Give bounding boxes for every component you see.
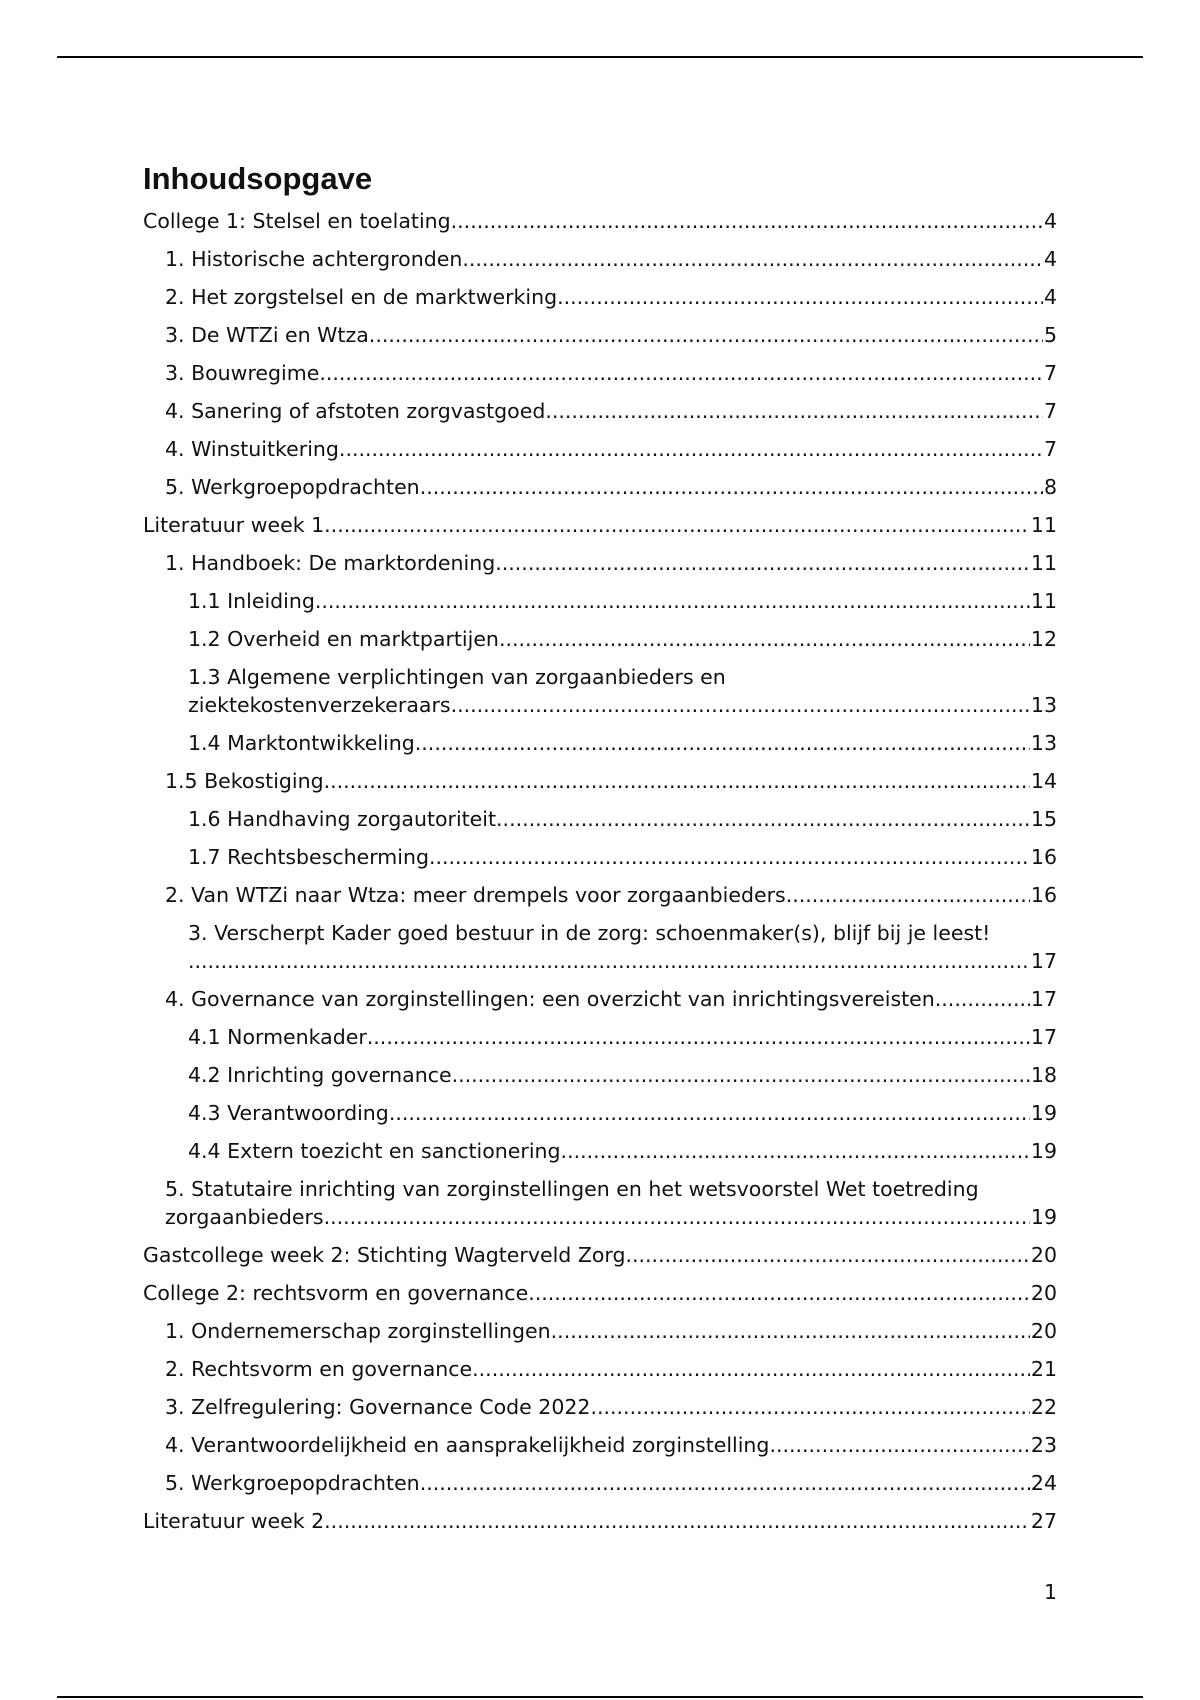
toc-entry-row xyxy=(165,1317,1057,1345)
toc-page-number: 13 xyxy=(1030,693,1057,717)
toc-dot-leader xyxy=(590,1393,1029,1421)
toc-entry-text: zorgaanbieders xyxy=(165,1205,324,1229)
toc-dot-leader xyxy=(369,321,1043,349)
toc-entry-text: 1.5 Bekostiging xyxy=(165,769,324,793)
toc-entry[interactable] xyxy=(143,587,1057,615)
toc-page-number: 17 xyxy=(1030,1025,1057,1049)
toc-dot-leader xyxy=(499,625,1030,653)
toc-entry-text: 1.7 Rechtsbescherming xyxy=(188,845,429,869)
toc-entry[interactable] xyxy=(143,767,1057,795)
toc-entry-row xyxy=(143,1507,1057,1535)
toc-entry[interactable] xyxy=(143,1023,1057,1051)
toc-page-number: 19 xyxy=(1030,1139,1057,1163)
toc-entry[interactable] xyxy=(143,207,1057,235)
toc-page-number: 11 xyxy=(1030,589,1057,613)
toc-entry[interactable] xyxy=(143,549,1057,577)
toc-dot-leader xyxy=(545,397,1043,425)
toc-page-number: 20 xyxy=(1030,1319,1057,1343)
toc-entry-row xyxy=(143,1241,1057,1269)
toc-entry[interactable] xyxy=(143,843,1057,871)
toc-entry[interactable] xyxy=(143,511,1057,539)
toc-page-number: 11 xyxy=(1030,513,1057,537)
toc-entry-row xyxy=(165,1393,1057,1421)
toc-page-number: 15 xyxy=(1030,807,1057,831)
toc-entry[interactable] xyxy=(143,881,1057,909)
toc-entry-row xyxy=(188,691,1057,719)
toc-entry[interactable] xyxy=(143,1175,1057,1231)
toc-entry-text: 1. Ondernemerschap zorginstellingen xyxy=(165,1319,551,1343)
toc-entry-text: College 1: Stelsel en toelating xyxy=(143,209,451,233)
toc-entry[interactable] xyxy=(143,1355,1057,1383)
toc-entry-row xyxy=(188,1023,1057,1051)
toc-dot-leader xyxy=(415,729,1030,757)
toc-entry-text: 3. Zelfregulering: Governance Code 2022 xyxy=(165,1395,591,1419)
toc-entry-text: 3. Bouwregime xyxy=(165,361,320,385)
header-rule xyxy=(57,56,1143,58)
toc-entry-text-line1: 5. Statutaire inrichting van zorginstellingen en het wetsvoorstel Wet toetreding xyxy=(165,1177,979,1201)
toc-entry-row xyxy=(143,511,1057,539)
toc-page-number: 19 xyxy=(1030,1101,1057,1125)
toc-dot-leader xyxy=(496,805,1030,833)
toc-entry[interactable] xyxy=(143,1241,1057,1269)
toc-entry-row xyxy=(143,1279,1057,1307)
toc-entry-row xyxy=(188,625,1057,653)
toc-entry-text: Literatuur week 2 xyxy=(143,1509,325,1533)
toc-dot-leader xyxy=(625,1241,1029,1269)
toc-dot-leader xyxy=(528,1279,1030,1307)
toc-entry-text: 4.3 Verantwoording xyxy=(188,1101,389,1125)
toc-entry-row xyxy=(188,1099,1057,1127)
toc-entry[interactable] xyxy=(143,435,1057,463)
toc-dot-leader xyxy=(495,549,1030,577)
toc-entry-row xyxy=(188,729,1057,757)
toc-entry-row xyxy=(165,245,1057,273)
toc-dot-leader xyxy=(324,1203,1030,1231)
toc-entry-text: 2. Rechtsvorm en governance xyxy=(165,1357,473,1381)
toc-entry-text: 1.6 Handhaving zorgautoriteit xyxy=(188,807,497,831)
toc-page-number: 20 xyxy=(1030,1281,1057,1305)
toc-entry-row xyxy=(165,881,1057,909)
toc-page-number: 7 xyxy=(1043,399,1057,423)
toc-entry-text: 3. De WTZi en Wtza xyxy=(165,323,369,347)
toc-entry[interactable] xyxy=(143,1469,1057,1497)
toc-entry-row xyxy=(165,1355,1057,1383)
toc-dot-leader xyxy=(188,947,1030,975)
toc-page-number: 23 xyxy=(1030,1433,1057,1457)
toc-dot-leader xyxy=(452,1061,1030,1089)
toc-dot-leader xyxy=(786,881,1030,909)
toc-dot-leader xyxy=(315,587,1030,615)
toc-dot-leader xyxy=(429,843,1030,871)
toc-dot-leader xyxy=(462,245,1043,273)
toc-page-number: 14 xyxy=(1030,769,1057,793)
toc-entry-text: 2. Van WTZi naar Wtza: meer drempels voor zorgaanbieders xyxy=(165,883,786,907)
toc-entry-text: 4.2 Inrichting governance xyxy=(188,1063,452,1087)
toc-dot-leader xyxy=(561,1137,1030,1165)
toc-page-number: 17 xyxy=(1030,949,1057,973)
toc-dot-leader xyxy=(557,283,1043,311)
toc-entry[interactable] xyxy=(143,1317,1057,1345)
toc-entry-text: 4. Governance van zorginstellingen: een overzicht van inrichtingsvereisten xyxy=(165,987,935,1011)
toc-page-number: 21 xyxy=(1030,1357,1057,1381)
toc-page-number: 19 xyxy=(1030,1205,1057,1229)
toc-entry-row xyxy=(165,473,1057,501)
toc-entry-row xyxy=(165,435,1057,463)
toc-entry-text: College 2: rechtsvorm en governance xyxy=(143,1281,529,1305)
toc-entry[interactable] xyxy=(143,729,1057,757)
toc-dot-leader xyxy=(451,691,1030,719)
toc-page-number: 12 xyxy=(1030,627,1057,651)
toc-entry-row xyxy=(165,321,1057,349)
toc-heading: Inhoudsopgave xyxy=(143,161,373,196)
toc-entry[interactable] xyxy=(143,663,1057,719)
toc-page-number: 13 xyxy=(1030,731,1057,755)
toc-entry-text: 5. Werkgroepopdrachten xyxy=(165,475,420,499)
toc-entry-text: Literatuur week 1 xyxy=(143,513,325,537)
toc-dot-leader xyxy=(324,767,1030,795)
toc-dot-leader xyxy=(451,207,1043,235)
toc-entry[interactable] xyxy=(143,625,1057,653)
toc-page-number: 11 xyxy=(1030,551,1057,575)
toc-entry-text: 1. Historische achtergronden xyxy=(165,247,463,271)
toc-entry[interactable] xyxy=(143,1099,1057,1127)
toc-entry-row xyxy=(165,767,1057,795)
toc-entry-row xyxy=(165,397,1057,425)
toc-entry[interactable] xyxy=(143,473,1057,501)
toc-dot-leader xyxy=(389,1099,1030,1127)
toc-entry-text: Gastcollege week 2: Stichting Wagterveld Zorg xyxy=(143,1243,626,1267)
toc-entry[interactable] xyxy=(143,805,1057,833)
toc-entry[interactable] xyxy=(143,359,1057,387)
toc-entry-row xyxy=(188,1137,1057,1165)
toc-entry-row xyxy=(188,1061,1057,1089)
toc-entry-text: 1.4 Marktontwikkeling xyxy=(188,731,415,755)
toc-entry-row xyxy=(165,359,1057,387)
toc-page-number: 22 xyxy=(1030,1395,1057,1419)
toc-entry-text: 4. Winstuitkering xyxy=(165,437,339,461)
toc-dot-leader xyxy=(420,1469,1030,1497)
toc-page-number: 24 xyxy=(1030,1471,1057,1495)
toc-dot-leader xyxy=(935,985,1030,1013)
toc-entry[interactable] xyxy=(143,1507,1057,1535)
toc-entry[interactable] xyxy=(143,985,1057,1013)
toc-entry-text: ziektekostenverzekeraars xyxy=(188,693,451,717)
toc-page-number: 17 xyxy=(1030,987,1057,1011)
toc-container xyxy=(143,160,1057,1545)
toc-entry-text: 4.4 Extern toezicht en sanctionering xyxy=(188,1139,561,1163)
toc-page-number: 5 xyxy=(1043,323,1057,347)
toc-dot-leader xyxy=(769,1431,1029,1459)
toc-entry-text: 4.1 Normenkader xyxy=(188,1025,367,1049)
toc-entry-text: 2. Het zorgstelsel en de marktwerking xyxy=(165,285,558,309)
toc-page-number: 7 xyxy=(1043,437,1057,461)
toc-dot-leader xyxy=(551,1317,1030,1345)
toc-entry-text: 1.2 Overheid en marktpartijen xyxy=(188,627,499,651)
toc-entry-text: 5. Werkgroepopdrachten xyxy=(165,1471,420,1495)
toc-page-number: 16 xyxy=(1030,883,1057,907)
toc-dot-leader xyxy=(420,473,1043,501)
toc-entry-row xyxy=(143,207,1057,235)
toc-entry-row xyxy=(165,283,1057,311)
toc-entry-row xyxy=(165,1469,1057,1497)
toc-page-number: 7 xyxy=(1043,361,1057,385)
toc-dot-leader xyxy=(324,511,1030,539)
toc-entry-row xyxy=(188,947,1057,975)
toc-dot-leader xyxy=(339,435,1043,463)
toc-entry[interactable] xyxy=(143,245,1057,273)
toc-entry-row xyxy=(188,805,1057,833)
toc-entry-text-line1: 3. Verscherpt Kader goed bestuur in de zorg: schoenmaker(s), blijf bij je leest! xyxy=(188,921,991,945)
toc-page-number: 4 xyxy=(1043,247,1057,271)
toc-entry-row xyxy=(165,549,1057,577)
toc-entry-text-line1: 1.3 Algemene verplichtingen van zorgaanbieders en xyxy=(188,665,726,689)
toc-entry[interactable] xyxy=(143,1137,1057,1165)
toc-entry-text: 4. Verantwoordelijkheid en aansprakelijkheid zorginstelling xyxy=(165,1433,770,1457)
toc-entry[interactable] xyxy=(143,321,1057,349)
toc-entry-text: 4. Sanering of afstoten zorgvastgoed xyxy=(165,399,546,423)
toc-dot-leader xyxy=(472,1355,1030,1383)
toc-page-number: 16 xyxy=(1030,845,1057,869)
toc-entry-row xyxy=(165,1431,1057,1459)
toc-entry-text: 1.1 Inleiding xyxy=(188,589,315,613)
toc-page-number: 4 xyxy=(1043,285,1057,309)
toc-dot-leader xyxy=(319,359,1043,387)
toc-entry-row xyxy=(165,985,1057,1013)
toc-page-number: 27 xyxy=(1030,1509,1057,1533)
toc-entry-row xyxy=(188,587,1057,615)
toc-dot-leader xyxy=(324,1507,1030,1535)
toc-page-number: 18 xyxy=(1030,1063,1057,1087)
toc-entry[interactable] xyxy=(143,283,1057,311)
toc-entry-text: 1. Handboek: De marktordening xyxy=(165,551,496,575)
toc-entry[interactable] xyxy=(143,1279,1057,1307)
toc-dot-leader xyxy=(367,1023,1030,1051)
footer-rule xyxy=(57,1696,1143,1698)
toc-list xyxy=(143,207,1057,1535)
page-number: 1 xyxy=(1043,1580,1057,1604)
toc-page-number: 8 xyxy=(1043,475,1057,499)
toc-page-number: 4 xyxy=(1043,209,1057,233)
toc-entry[interactable] xyxy=(143,1061,1057,1089)
toc-entry-row xyxy=(165,1203,1057,1231)
toc-entry[interactable] xyxy=(143,919,1057,975)
toc-entry[interactable] xyxy=(143,1393,1057,1421)
toc-entry[interactable] xyxy=(143,1431,1057,1459)
toc-entry[interactable] xyxy=(143,397,1057,425)
toc-entry-row xyxy=(188,843,1057,871)
toc-page-number: 20 xyxy=(1030,1243,1057,1267)
